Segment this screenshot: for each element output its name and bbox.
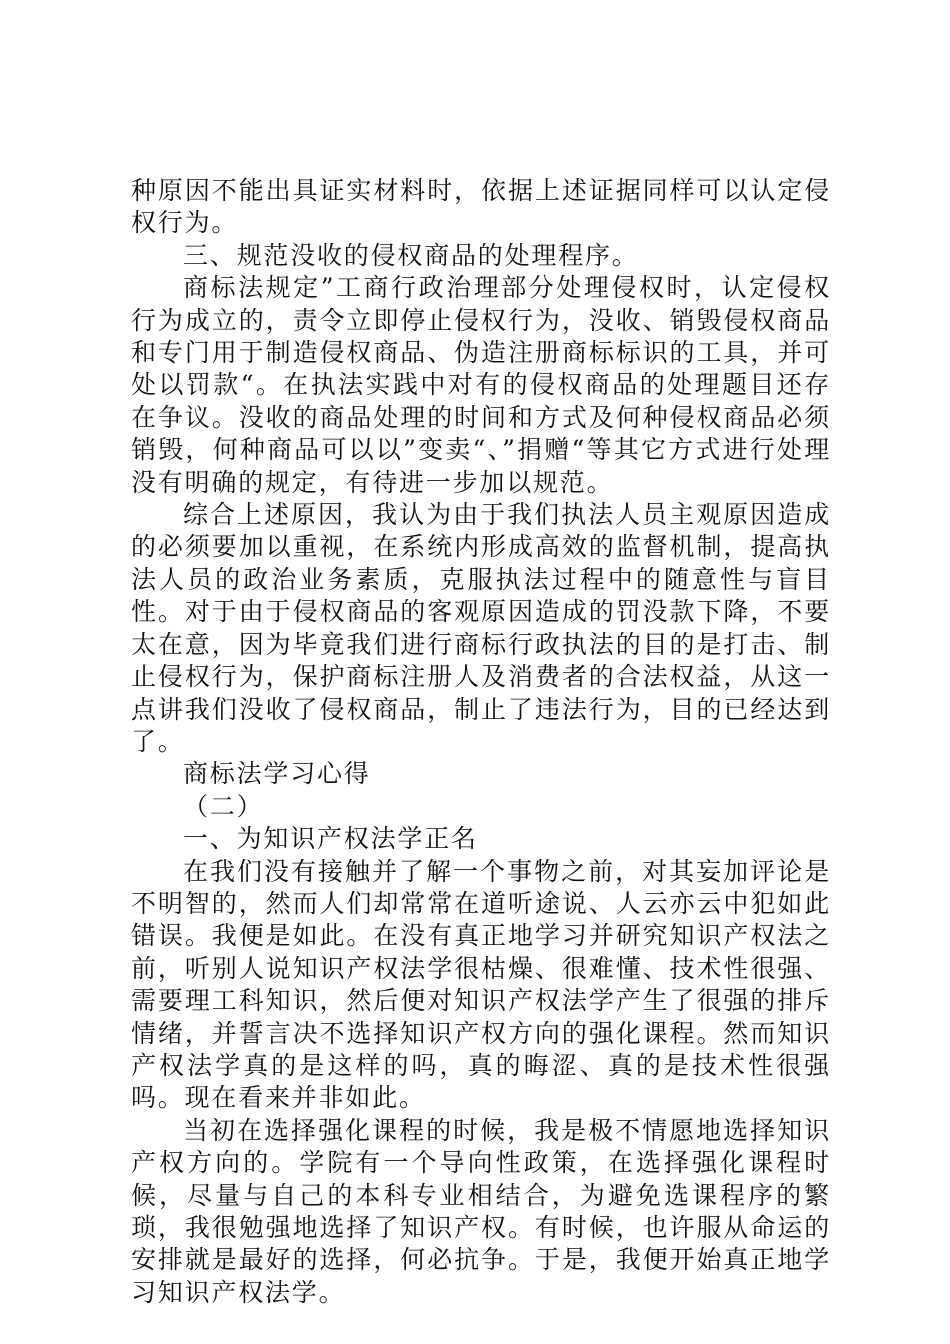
- section-heading-three: 三、规范没收的侵权商品的处理程序。: [183, 240, 639, 270]
- document-body: [131, 175, 831, 1309]
- paragraph-summary: 综合上述原因，我认为由于我们执法人员主观原因造成的必须要加以重视，在系统内形成高效的监督机制，提高执法人员的政治业务素质，克服执法过程中的随意性与盲目性。对于由于侵权商品的客观原因造成的罚没款下降，不要太在意，因为毕竟我们进行商标行政执法的目的是打击、制止侵权行为，保护商标注册人及消费者的合法权益，从这一点讲我们没收了侵权商品，制止了违法行为，目的已经达到了。: [131, 500, 831, 756]
- section-heading-one: 一、为知识产权法学正名: [183, 824, 478, 854]
- paragraph-course-choice: 当初在选择强化课程的时候，我是极不情愿地选择知识产权方向的。学院有一个导向性政策，在选择强化课程时候，尽量与自己的本科专业相结合，为避免选课程序的繁琐，我很勉强地选择了知识产权。有时候，也许服从命运的安排就是最好的选择，何必抗争。于是，我便开始真正地学习知识产权法学。: [131, 1115, 831, 1307]
- essay-part-number: （二）: [183, 791, 264, 821]
- paragraph-continuation: 种原因不能出具证实材料时，依据上述证据同样可以认定侵权行为。: [131, 176, 831, 238]
- paragraph-introduction: 在我们没有接触并了解一个事物之前，对其妄加评论是不明智的，然而人们却常常在道听途说、人云亦云中犯如此错误。我便是如此。在没有真正地学习并研究知识产权法之前，听别人说知识产权法学很枯燥、很难懂、技术性很强、需要理工科知识，然后便对知识产权法学产生了很强的排斥情绪，并誓言决不选择知识产权方向的强化课程。然而知识产权法学真的是这样的吗，真的晦涩、真的是技术性很强吗。现在看来并非如此。: [131, 856, 831, 1113]
- essay-title: 商标法学习心得: [183, 759, 371, 789]
- paragraph-trademark-law: 商标法规定”工商行政治理部分处理侵权时，认定侵权行为成立的，责令立即停止侵权行为，没收、销毁侵权商品和专门用于制造侵权商品、伪造注册商标标识的工具，并可处以罚款“。在执法实践中对有的侵权商品的处理题目还存在争议。没收的商品处理的时间和方式及何种侵权商品必须销毁，何种商品可以以”变卖“、”捐赠“等其它方式进行处理没有明确的规定，有待进一步加以规范。: [131, 273, 831, 497]
